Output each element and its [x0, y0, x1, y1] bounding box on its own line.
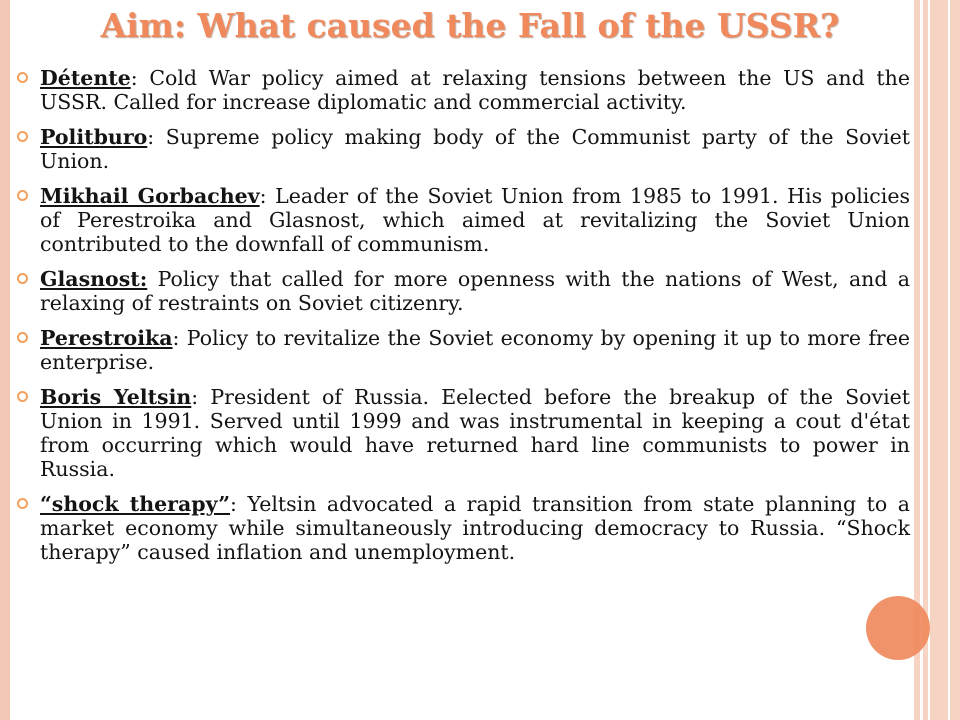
term-label: Boris Yeltsin	[40, 385, 192, 409]
list-item	[12, 184, 910, 256]
frame-stripe	[948, 0, 950, 720]
term-label: Glasnost:	[40, 267, 148, 291]
bullet-list	[12, 66, 910, 575]
list-item	[12, 492, 910, 564]
list-item	[12, 125, 910, 173]
bullet-ring-icon	[17, 190, 28, 201]
term-definition: : Yeltsin advocated a rapid transition from state planning to a market economy while simultaneously introducing democracy to Russia. “Shock therapy” caused inflation and unemployment.	[40, 492, 910, 564]
list-item	[12, 66, 910, 114]
frame-stripe	[928, 0, 930, 720]
slide-title: Aim: What caused the Fall of the USSR?	[100, 6, 840, 45]
bullet-ring-icon	[17, 498, 28, 509]
list-item	[12, 267, 910, 315]
list-item	[12, 326, 910, 374]
term-label: Perestroika	[40, 326, 173, 350]
term-label: Mikhail Gorbachev	[40, 184, 260, 208]
term-definition: : Cold War policy aimed at relaxing tensions between the US and the USSR. Called for increase diplomatic and commercial activity.	[40, 66, 910, 114]
bullet-ring-icon	[17, 131, 28, 142]
term-definition: : Leader of the Soviet Union from 1985 to 1991. His policies of Perestroika and Glasnost, which aimed at revitalizing the Soviet Union contributed to the downfall of communism.	[40, 184, 910, 256]
decorative-orb	[866, 596, 930, 660]
term-label: Politburo	[40, 125, 148, 149]
list-item	[12, 385, 910, 481]
left-frame-border	[0, 0, 10, 720]
term-definition: : President of Russia. Eelected before the breakup of the Soviet Union in 1991. Served until 1999 and was instrumental in keeping a cout d'état from occurring which would have returned hard line communists to power in Russia.	[40, 385, 910, 481]
term-definition: Policy that called for more openness with the nations of West, and a relaxing of restraints on Soviet citizenry.	[40, 267, 910, 315]
term-definition: : Policy to revitalize the Soviet economy by opening it up to more free enterprise.	[40, 326, 910, 374]
bullet-ring-icon	[17, 72, 28, 83]
bullet-ring-icon	[17, 273, 28, 284]
bullet-ring-icon	[17, 332, 28, 343]
term-definition: : Supreme policy making body of the Communist party of the Soviet Union.	[40, 125, 910, 173]
term-label: “shock therapy”	[40, 492, 231, 516]
term-label: Détente	[40, 66, 131, 90]
bullet-ring-icon	[17, 391, 28, 402]
